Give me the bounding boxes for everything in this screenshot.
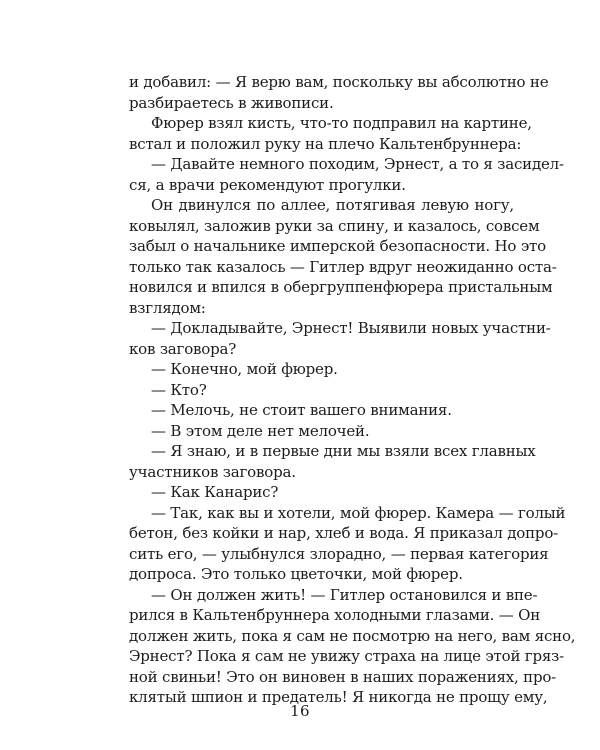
text-line: разбираетесь в живописи. — [129, 93, 334, 112]
text-line: новился и впился в обергруппенфюрера пристальным — [129, 278, 553, 296]
text-line: — Конечно, мой фюрер. — [151, 360, 338, 378]
text-line: сить его, — улыбнулся злорадно, — первая категория — [129, 544, 549, 563]
text-line: — Кто? — [151, 380, 207, 399]
text-line: — Так, как вы и хотели, мой фюрер. Камера — голый — [151, 503, 566, 522]
text-line: ковылял, заложив руки за спину, и казалось, совсем — [129, 216, 540, 235]
text-line: допроса. Это только цветочки, мой фюрер. — [129, 565, 463, 583]
text-line: рился в Кальтенбруннера холодными глазами. — Он — [129, 606, 541, 624]
text-line: Фюрер взял кисть, что-то подправил на картине, — [151, 114, 532, 132]
text-line: только так казалось — Гитлер вдруг неожиданно оста- — [129, 257, 557, 276]
text-line: — Я знаю, и в первые дни мы взяли всех главных — [151, 442, 536, 460]
text-line: забыл о начальнике имперской безопасности. Но это — [129, 237, 546, 255]
text-line: — В этом деле нет мелочей. — [151, 421, 370, 440]
text-line: бетон, без койки и нар, хлеб и вода. Я приказал допро- — [129, 524, 559, 542]
text-line: ков заговора? — [129, 339, 237, 358]
body-text — [129, 72, 576, 708]
page-number: 16 — [290, 702, 310, 720]
text-line: ся, а врачи рекомендуют прогулки. — [129, 175, 406, 194]
text-line: — Как Канарис? — [151, 483, 279, 501]
text-line: — Давайте немного походим, Эрнест, а то я засидел- — [151, 155, 564, 173]
text-line: должен жить, пока я сам не посмотрю на него, вам ясно, — [129, 626, 576, 645]
text-line: — Он должен жить! — Гитлер остановился и впе- — [151, 585, 538, 604]
text-line: Он двинулся по аллее, потягивая левую ногу, — [151, 196, 514, 214]
text-line: клятый шпион и предатель! Я никогда не прощу ему, — [129, 688, 548, 706]
text-line: и добавил: — Я верю вам, поскольку вы абсолютно не — [129, 73, 549, 91]
text-line: участников заговора. — [129, 462, 296, 481]
text-line: взглядом: — [129, 298, 206, 317]
text-line: — Мелочь, не стоит вашего внимания. — [151, 401, 452, 419]
text-line: — Докладывайте, Эрнест! Выявили новых участни- — [151, 319, 551, 337]
text-line: ной свиньи! Это он виновен в наших поражениях, про- — [129, 667, 557, 686]
text-line: Эрнест? Пока я сам не увижу страха на лице этой гряз- — [129, 647, 564, 665]
text-line: встал и положил руку на плечо Кальтенбруннера: — [129, 134, 522, 153]
